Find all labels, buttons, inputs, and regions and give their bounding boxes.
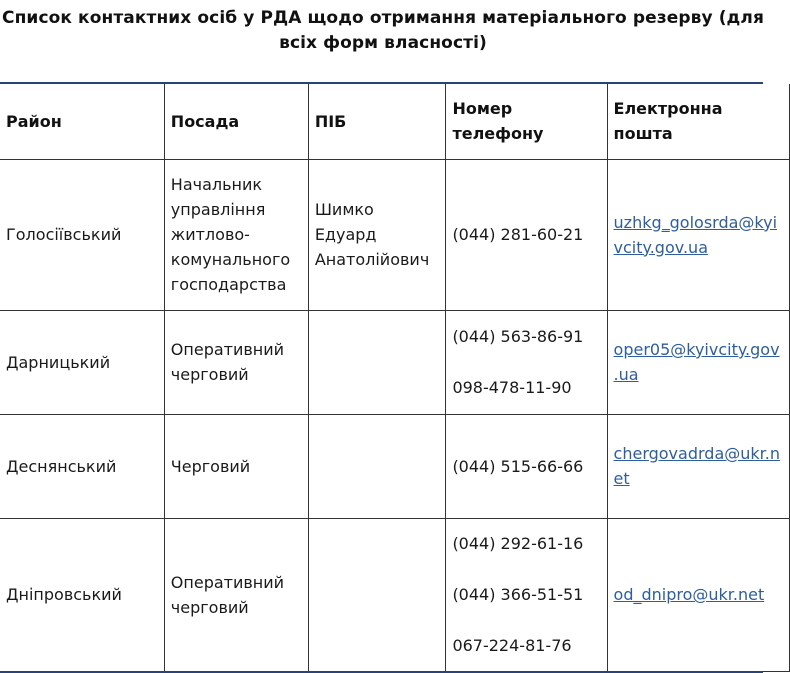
phone-number: 067-224-81-76 [452,636,572,655]
phone-number: (044) 515-66-66 [452,456,584,476]
position-cell: Оперативний черговий [164,518,308,671]
table-row [0,414,790,518]
name-cell [308,310,446,414]
column-header-name: ПІБ [308,84,446,159]
phone-number: (044) 292-61-16 [452,534,584,553]
name-cell [308,518,446,671]
column-header-email: Електронна пошта [607,84,789,159]
column-header-position: Посада [164,84,308,159]
contacts-table [0,84,790,672]
name-cell: Шимко Едуард Анатолійович [308,159,446,310]
phone-number: (044) 563-86-91 [452,327,584,346]
email-link[interactable]: od_dnipro@ukr.net [613,585,765,604]
table-row [0,518,790,671]
district-cell: Голосіївський [0,159,164,310]
district-cell: Дарницький [0,310,164,414]
phone-cell [446,518,607,671]
phone-cell [446,310,607,414]
district-cell: Дніпровський [0,518,164,671]
name-cell [308,414,446,518]
phone-number: 098-478-11-90 [452,378,572,397]
position-cell: Начальник управління житлово-комунального господарства [164,159,308,310]
table-row [0,310,790,414]
column-header-phone: Номер телефону [446,84,607,159]
phone-spacer [452,349,600,375]
phone-cell [446,414,607,518]
email-link[interactable]: oper05@kyivcity.gov.ua [613,340,780,384]
column-header-district: Район [0,84,164,159]
email-cell [607,518,789,671]
email-link[interactable]: chergovadrda@ukr.net [613,444,780,488]
email-cell [607,159,789,310]
phone-number: (044) 366-51-51 [452,585,584,604]
district-cell: Деснянський [0,414,164,518]
email-cell [607,414,789,518]
page-title: Список контактних осіб у РДА щодо отримання матеріального резерву (для всіх форм власності) [2,8,764,53]
position-cell: Черговий [164,414,308,518]
table-header-row [0,84,790,159]
email-link[interactable]: uzhkg_golosrda@kyivcity.gov.ua [613,212,778,257]
table-row [0,159,790,310]
email-cell [607,310,789,414]
phone-number: (044) 281-60-21 [452,225,584,244]
phone-spacer [452,607,600,633]
phone-spacer [452,556,600,582]
position-cell: Оперативний черговий [164,310,308,414]
phone-cell [446,159,607,310]
